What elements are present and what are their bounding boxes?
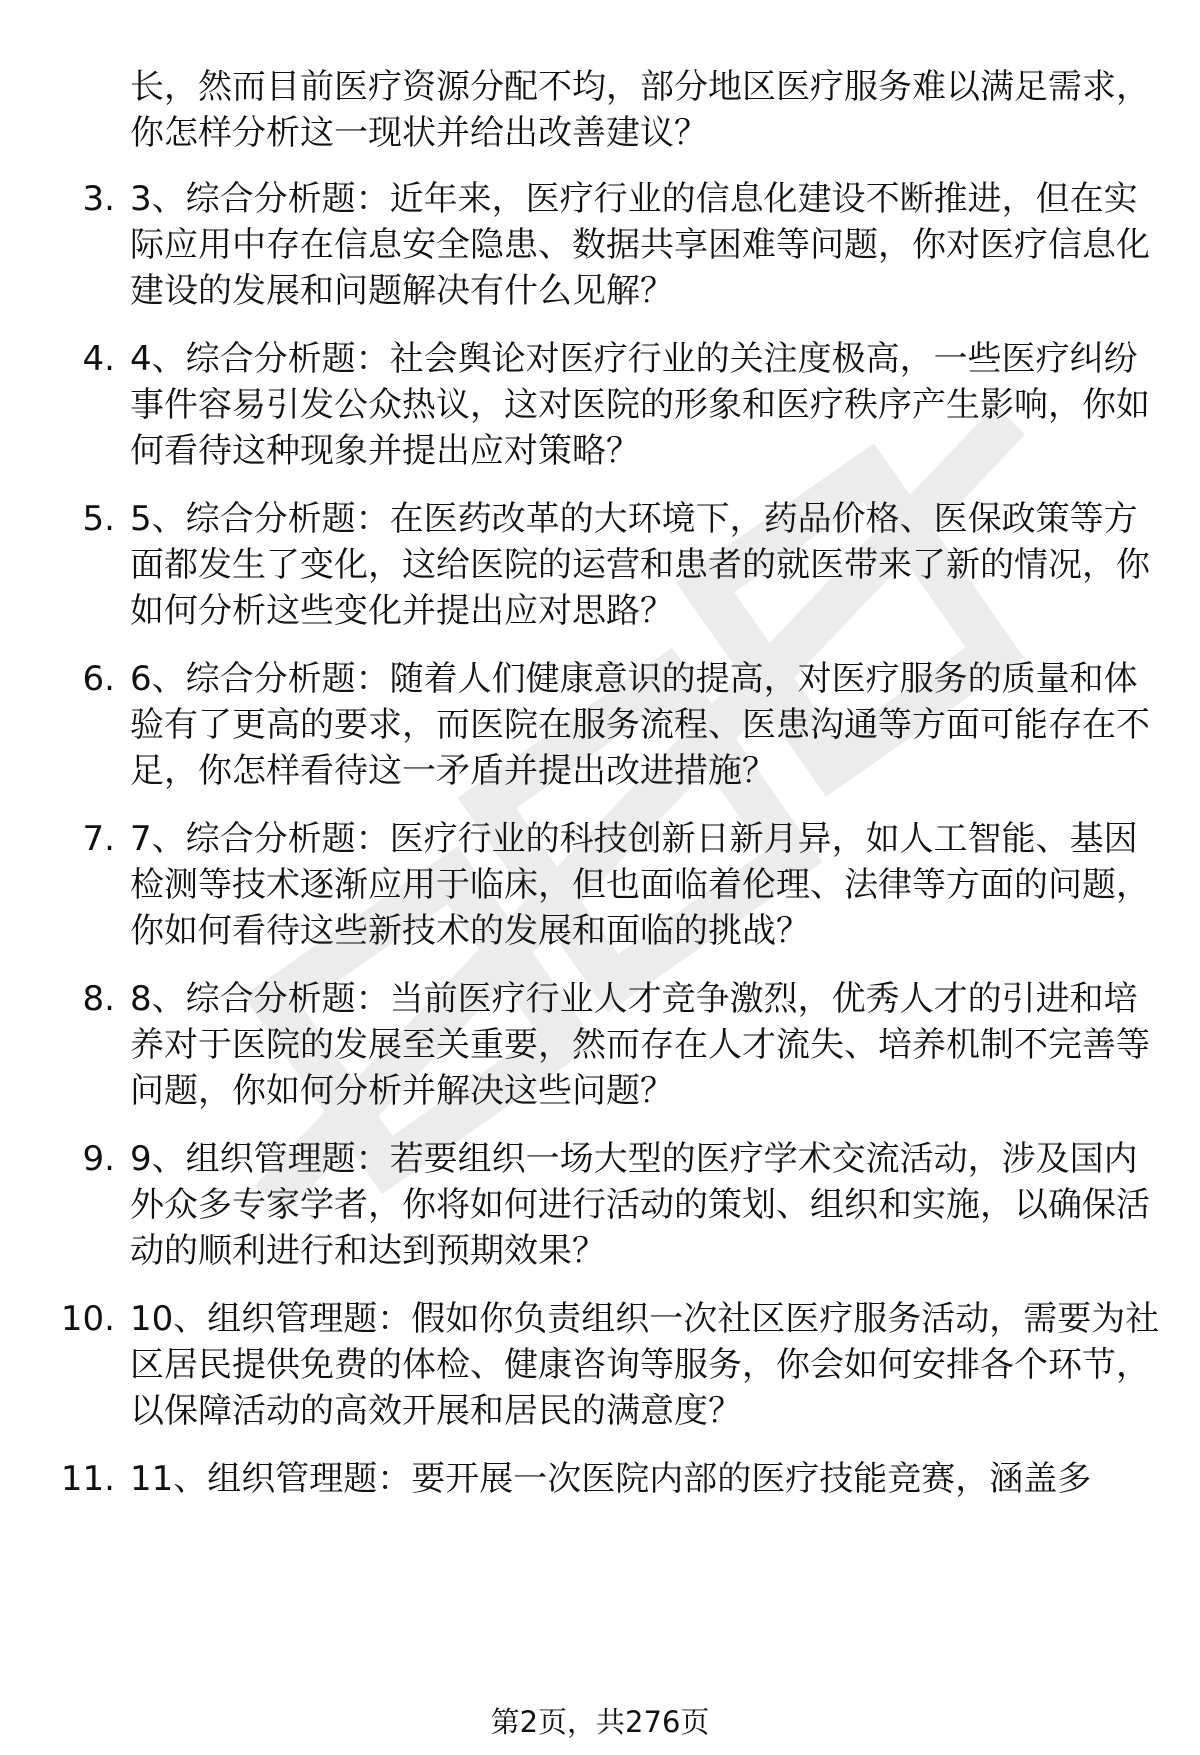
continuation-paragraph: 长，然而目前医疗资源分配不均，部分地区医疗服务难以满足需求，你怎样分析这一现状并给出改善建议？ xyxy=(130,67,1150,153)
list-item-text: 8、综合分析题：当前医疗行业人才竞争激烈，优秀人才的引进和培养对于医院的发展至关重要，然而存在人才流失、培养机制不完善等问题，你如何分析并解决这些问题？ xyxy=(130,979,1150,1111)
page-footer: 第2页，共276页 xyxy=(490,1705,710,1739)
list-item-number: 4. xyxy=(82,339,115,379)
list-item-text: 9、组织管理题：若要组织一场大型的医疗学术交流活动，涉及国内外众多专家学者，你将如何进行活动的策划、组织和实施，以确保活动的顺利进行和达到预期效果？ xyxy=(130,1139,1150,1271)
list-item-number: 10. xyxy=(60,1299,115,1339)
list-item-text: 3、综合分析题：近年来，医疗行业的信息化建设不断推进，但在实际应用中存在信息安全隐患、数据共享困难等问题，你对医疗信息化建设的发展和问题解决有什么见解？ xyxy=(130,179,1150,311)
list-item-text: 4、综合分析题：社会舆论对医疗行业的关注度极高，一些医疗纠纷事件容易引发公众热议，这对医院的形象和医疗秩序产生影响，你如何看待这种现象并提出应对策略？ xyxy=(130,339,1150,471)
list-item-number: 5. xyxy=(82,499,115,539)
list-item-number: 7. xyxy=(82,819,115,859)
list-item-text: 10、组织管理题：假如你负责组织一次社区医疗服务活动，需要为社区居民提供免费的体检、健康咨询等服务，你会如何安排各个环节，以保障活动的高效开展和居民的满意度？ xyxy=(130,1299,1160,1431)
list-item-number: 11. xyxy=(60,1459,115,1499)
watermark-graphic xyxy=(230,360,1050,1260)
list-item-number: 6. xyxy=(82,659,115,699)
list-item-text: 6、综合分析题：随着人们健康意识的提高，对医疗服务的质量和体验有了更高的要求，而医院在服务流程、医患沟通等方面可能存在不足，你怎样看待这一矛盾并提出改进措施？ xyxy=(130,659,1150,791)
list-item-text: 5、综合分析题：在医药改革的大环境下，药品价格、医保政策等方面都发生了变化，这给医院的运营和患者的就医带来了新的情况，你如何分析这些变化并提出应对思路？ xyxy=(130,499,1150,631)
list-item-number: 9. xyxy=(82,1139,115,1179)
list-item-number: 8. xyxy=(82,979,115,1019)
list-item-text: 11、组织管理题：要开展一次医院内部的医疗技能竞赛，涵盖多 xyxy=(130,1459,1092,1499)
list-item-text: 7、综合分析题：医疗行业的科技创新日新月异，如人工智能、基因检测等技术逐渐应用于临床，但也面临着伦理、法律等方面的问题，你如何看待这些新技术的发展和面临的挑战？ xyxy=(130,819,1150,951)
list-item-number: 3. xyxy=(82,179,115,219)
